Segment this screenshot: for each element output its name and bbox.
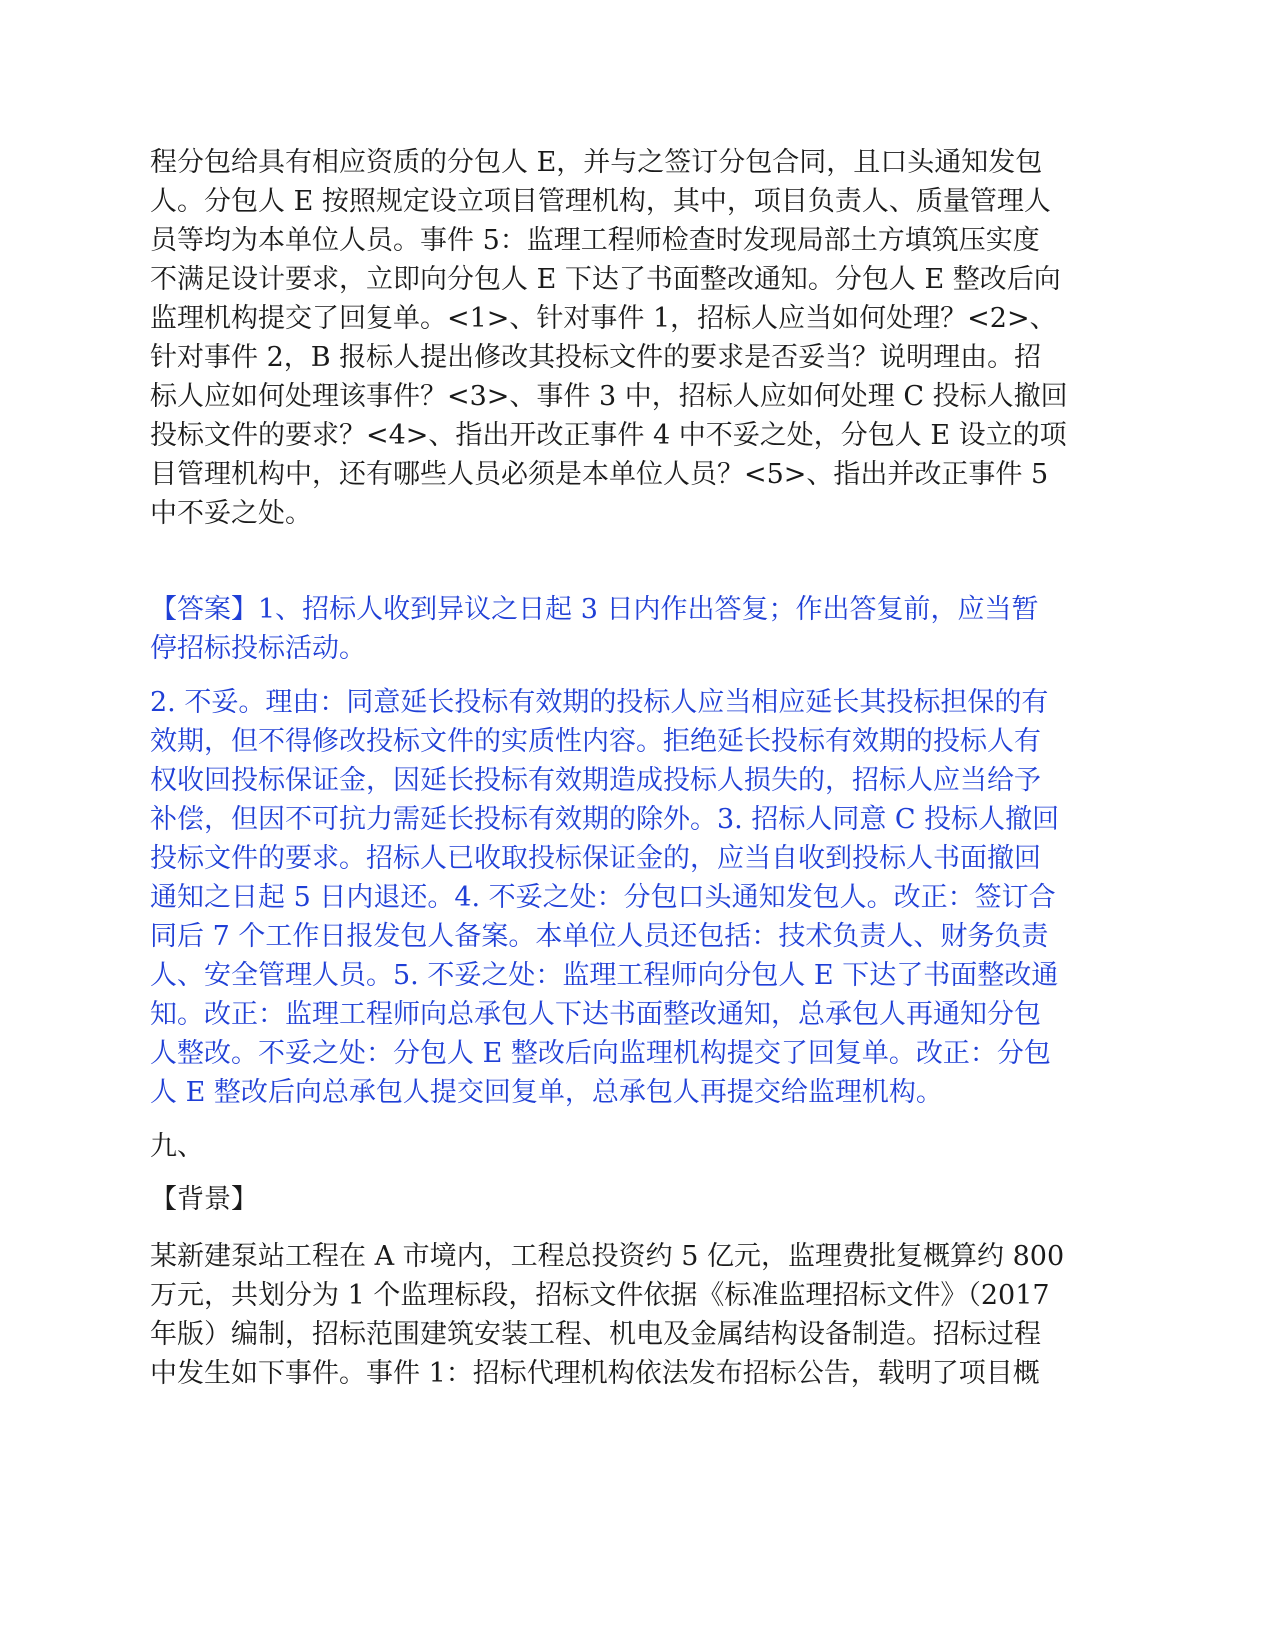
answer-line: 2. 不妥。理由：同意延长投标有效期的投标人应当相应延长其投标担保的有 <box>150 687 1049 718</box>
answer-line: 知。改正：监理工程师向总承包人下达书面整改通知，总承包人再通知分包 <box>150 999 1041 1030</box>
answer-line: 通知之日起 5 日内退还。4. 不妥之处：分包口头通知发包人。改正：签订合 <box>150 882 1056 913</box>
text-line: 年版）编制，招标范围建筑安装工程、机电及金属结构设备制造。招标过程 <box>150 1319 1041 1350</box>
text-line: 万元，共划分为 1 个监理标段，招标文件依据《标准监理招标文件》（2017 <box>150 1280 1050 1311</box>
text-line: 程分包给具有相应资质的分包人 E，并与之签订分包合同，且口头通知发包 <box>150 147 1043 178</box>
answer-line: 权收回投标保证金，因延长投标有效期造成投标人损失的，招标人应当给予 <box>150 765 1041 796</box>
answer-line: 人、安全管理人员。5. 不妥之处：监理工程师向分包人 E 下达了书面整改通 <box>150 960 1059 991</box>
background-paragraph <box>150 1237 1125 1393</box>
answer-line: 停招标投标活动。 <box>150 633 366 664</box>
answer-body-paragraph <box>150 683 1125 1112</box>
text-line: 目管理机构中，还有哪些人员必须是本单位人员？<5>、指出并改正事件 5 <box>150 459 1049 490</box>
answer-line: 同后 7 个工作日报发包人备案。本单位人员还包括：技术负责人、财务负责 <box>150 921 1049 952</box>
text-line: 监理机构提交了回复单。<1>、针对事件 1，招标人应当如何处理？<2>、 <box>150 303 1057 334</box>
text-line: 员等均为本单位人员。事件 5：监理工程师检查时发现局部土方填筑压实度 <box>150 225 1040 256</box>
answer-intro-paragraph <box>150 590 1125 668</box>
text-line: 人。分包人 E 按照规定设立项目管理机构，其中，项目负责人、质量管理人 <box>150 186 1051 217</box>
answer-line: 人整改。不妥之处：分包人 E 整改后向监理机构提交了回复单。改正：分包 <box>150 1038 1051 1069</box>
answer-line: 人 E 整改后向总承包人提交回复单，总承包人再提交给监理机构。 <box>150 1077 943 1108</box>
text-line: 某新建泵站工程在 A 市境内，工程总投资约 5 亿元，监理费批复概算约 800 <box>150 1241 1065 1272</box>
text-line: 中发生如下事件。事件 1：招标代理机构依法发布招标公告，载明了项目概 <box>150 1358 1040 1389</box>
answer-line: 【答案】1、招标人收到异议之日起 3 日内作出答复；作出答复前，应当暂 <box>150 594 1039 625</box>
text-line: 不满足设计要求，立即向分包人 E 下达了书面整改通知。分包人 E 整改后向 <box>150 264 1061 295</box>
answer-line: 效期，但不得修改投标文件的实质性内容。拒绝延长投标有效期的投标人有 <box>150 726 1041 757</box>
question-tail-paragraph <box>150 143 1125 533</box>
section-number: 九、 <box>150 1131 204 1162</box>
text-line: 标人应如何处理该事件？<3>、事件 3 中，招标人应如何处理 C 投标人撤回 <box>150 381 1068 412</box>
background-heading: 【背景】 <box>150 1184 258 1215</box>
text-line: 针对事件 2，B 报标人提出修改其投标文件的要求是否妥当？说明理由。招 <box>150 342 1042 373</box>
text-line: 中不妥之处。 <box>150 498 312 529</box>
answer-line: 补偿，但因不可抗力需延长投标有效期的除外。3. 招标人同意 C 投标人撤回 <box>150 804 1060 835</box>
text-line: 投标文件的要求？<4>、指出开改正事件 4 中不妥之处，分包人 E 设立的项 <box>150 420 1067 451</box>
answer-line: 投标文件的要求。招标人已收取投标保证金的，应当自收到投标人书面撤回 <box>150 843 1041 874</box>
